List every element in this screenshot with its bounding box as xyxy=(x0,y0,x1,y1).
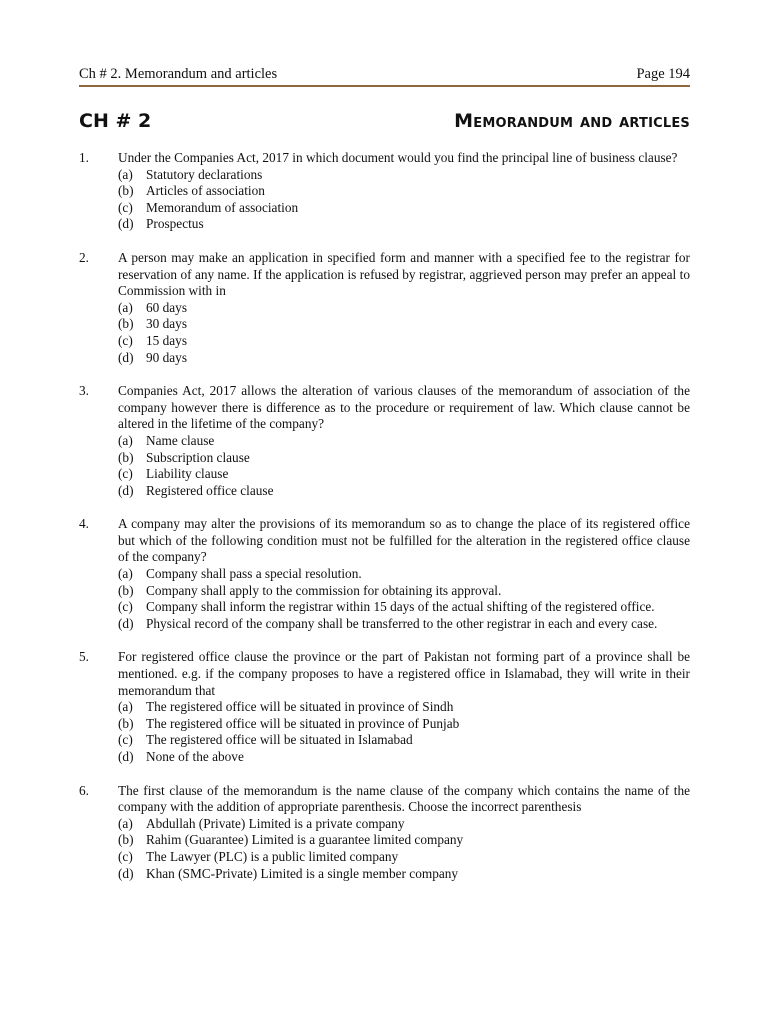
option-list xyxy=(118,167,690,233)
option-item xyxy=(118,167,690,184)
question-number: 6. xyxy=(79,782,89,798)
option-letter: (d) xyxy=(118,482,134,498)
header-divider xyxy=(79,85,690,87)
option-item xyxy=(118,699,690,716)
option-text: Articles of association xyxy=(146,183,265,199)
option-letter: (c) xyxy=(118,732,133,748)
option-list xyxy=(118,816,690,882)
option-text: 30 days xyxy=(146,316,187,332)
running-header xyxy=(79,62,690,84)
chapter-title xyxy=(79,108,690,134)
option-letter: (a) xyxy=(118,566,133,582)
option-item xyxy=(118,200,690,217)
option-item xyxy=(118,483,690,500)
option-item xyxy=(118,466,690,483)
option-item xyxy=(118,816,690,833)
option-text: The registered office will be situated in province of Sindh xyxy=(146,699,454,715)
option-text: Liability clause xyxy=(146,466,229,482)
option-text: Physical record of the company shall be transferred to the other registrar in each and every case. xyxy=(146,615,658,631)
question-number: 3. xyxy=(79,383,89,399)
option-item xyxy=(118,350,690,367)
option-letter: (b) xyxy=(118,449,134,465)
option-text: Name clause xyxy=(146,432,215,448)
option-item xyxy=(118,866,690,883)
question-number: 5. xyxy=(79,649,89,665)
question-body xyxy=(118,150,690,233)
option-item xyxy=(118,716,690,733)
question-body xyxy=(118,250,690,366)
option-list xyxy=(118,300,690,366)
option-letter: (a) xyxy=(118,166,133,182)
question-text: A person may make an application in specified form and manner with a specified fee to the registrar for reservation of any name. If the application is refused by registrar, aggrieved person may prefer an appeal to Commission with in xyxy=(118,249,690,299)
question-item xyxy=(79,649,690,765)
option-text: Company shall apply to the commission for obtaining its approval. xyxy=(146,582,502,598)
option-item xyxy=(118,616,690,633)
option-text: Subscription clause xyxy=(146,449,250,465)
option-item xyxy=(118,832,690,849)
question-text: For registered office clause the province or the part of Pakistan not forming part of a province shall be mentioned. e.g. if the company proposes to have a registered office in Islamabad, they will write in their memorandum that xyxy=(118,649,690,698)
header-chapter-label: Ch # 2. Memorandum and articles xyxy=(79,66,278,82)
option-text: Khan (SMC-Private) Limited is a single member company xyxy=(146,865,459,881)
option-item xyxy=(118,566,690,583)
option-item xyxy=(118,216,690,233)
option-letter: (c) xyxy=(118,466,133,482)
question-text: A company may alter the provisions of its memorandum so as to change the place of its registered office but which of the following condition must not be fulfilled for the alteration in the registered office clause of the company? xyxy=(118,516,690,565)
option-letter: (d) xyxy=(118,865,134,881)
option-list xyxy=(118,566,690,632)
option-letter: (d) xyxy=(118,349,134,365)
header-page-number: Page 194 xyxy=(636,66,690,82)
option-letter: (c) xyxy=(118,332,133,348)
option-text: Company shall inform the registrar within 15 days of the actual shifting of the registered office. xyxy=(146,599,655,615)
option-letter: (d) xyxy=(118,216,134,232)
option-letter: (d) xyxy=(118,749,134,764)
option-letter: (c) xyxy=(118,199,133,215)
option-item xyxy=(118,183,690,200)
option-letter: (a) xyxy=(118,299,133,315)
question-number: 4. xyxy=(79,516,89,532)
option-text: Abdullah (Private) Limited is a private company xyxy=(146,815,405,831)
option-text: The registered office will be situated in Islamabad xyxy=(146,732,413,748)
option-text: Statutory declarations xyxy=(146,166,263,182)
option-item xyxy=(118,732,690,749)
option-letter: (d) xyxy=(118,615,134,631)
chapter-number: CH # 2 xyxy=(79,110,152,132)
option-letter: (a) xyxy=(118,815,133,831)
option-letter: (b) xyxy=(118,582,134,598)
option-letter: (c) xyxy=(118,599,133,615)
question-number: 2. xyxy=(79,249,89,265)
option-letter: (a) xyxy=(118,432,133,448)
question-item xyxy=(79,150,690,233)
question-text: Companies Act, 2017 allows the alteration of various clauses of the memorandum of association of the company however there is difference as to the procedure or requirement of law. Which clause cannot be altered in the lifetime of the company? xyxy=(118,383,690,432)
question-item xyxy=(79,250,690,366)
question-number: 1. xyxy=(79,150,89,165)
option-letter: (b) xyxy=(118,832,134,848)
option-item xyxy=(118,749,690,766)
option-item xyxy=(118,333,690,350)
option-text: The Lawyer (PLC) is a public limited company xyxy=(146,848,399,864)
option-item xyxy=(118,849,690,866)
option-letter: (a) xyxy=(118,699,133,715)
question-item xyxy=(79,383,690,499)
chapter-name: Memorandum and articles xyxy=(454,110,690,132)
option-letter: (b) xyxy=(118,316,134,332)
option-letter: (c) xyxy=(118,848,133,864)
question-body xyxy=(118,383,690,499)
option-item xyxy=(118,583,690,600)
option-text: Prospectus xyxy=(146,216,204,232)
option-list xyxy=(118,699,690,765)
question-body xyxy=(118,516,690,632)
option-item xyxy=(118,300,690,317)
option-text: Company shall pass a special resolution. xyxy=(146,566,362,582)
question-item xyxy=(79,516,690,632)
option-text: Rahim (Guarantee) Limited is a guarantee limited company xyxy=(146,832,464,848)
question-body xyxy=(118,783,690,883)
option-letter: (b) xyxy=(118,183,134,199)
option-item xyxy=(118,599,690,616)
option-text: Registered office clause xyxy=(146,482,274,498)
option-text: The registered office will be situated in province of Punjab xyxy=(146,715,460,731)
option-text: 90 days xyxy=(146,349,187,365)
option-text: None of the above xyxy=(146,749,244,764)
question-list xyxy=(79,150,690,899)
option-item xyxy=(118,450,690,467)
option-item xyxy=(118,433,690,450)
option-text: 60 days xyxy=(146,299,187,315)
option-text: Memorandum of association xyxy=(146,199,299,215)
question-body xyxy=(118,649,690,765)
question-item xyxy=(79,783,690,883)
option-letter: (b) xyxy=(118,715,134,731)
option-text: 15 days xyxy=(146,332,187,348)
question-text: Under the Companies Act, 2017 in which document would you find the principal line of business clause? xyxy=(118,150,678,165)
question-text: The first clause of the memorandum is the name clause of the company which contains the name of the company with the addition of appropriate parenthesis. Choose the incorrect parenthesis xyxy=(118,782,690,815)
option-item xyxy=(118,316,690,333)
option-list xyxy=(118,433,690,499)
